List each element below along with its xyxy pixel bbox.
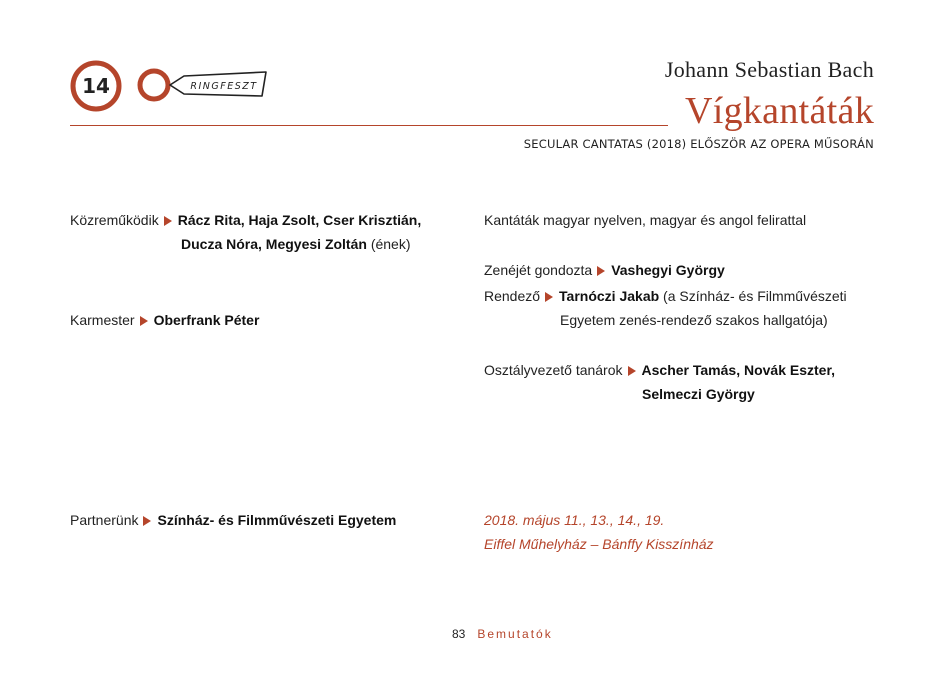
music-row [484, 258, 725, 282]
teachers-label: Osztályvezető tanárok [484, 362, 623, 378]
page-number: 83 [452, 627, 466, 641]
arrow-icon [140, 316, 148, 326]
performers-row [70, 208, 421, 232]
music-name: Vashegyi György [611, 262, 725, 278]
performance-venue: Eiffel Műhelyház – Bánffy Kisszínház [484, 536, 714, 552]
page-footer [452, 627, 553, 641]
section-name: Bemutatók [477, 627, 553, 641]
page-title: Vígkantáták [684, 90, 874, 132]
music-label: Zenéjét gondozta [484, 262, 593, 278]
arrow-icon [164, 216, 172, 226]
teachers-row [484, 358, 835, 382]
director-label: Rendező [484, 288, 541, 304]
performance-dates: 2018. május 11., 13., 14., 19. [484, 512, 665, 528]
conductor-label: Karmester [70, 312, 135, 328]
performers-names-line1: Rácz Rita, Haja Zsolt, Cser Krisztián, [177, 212, 422, 228]
ringfeszt-logo [136, 62, 268, 108]
conductor-row [70, 308, 259, 332]
partner-row [70, 508, 396, 532]
director-note-line2: Egyetem zenés-rendező szakos hallgatója) [560, 312, 828, 328]
conductor-name: Oberfrank Péter [153, 312, 260, 328]
teachers-names-line1: Ascher Tamás, Novák Eszter, [641, 362, 836, 378]
performers-row-2 [181, 232, 411, 256]
composer-name: Johann Sebastian Bach [664, 57, 874, 82]
director-name: Tarnóczi Jakab [559, 288, 660, 304]
performers-role: (ének) [366, 236, 411, 252]
arrow-icon [628, 366, 636, 376]
language-note: Kantáták magyar nyelven, magyar és angol felirattal [484, 212, 807, 228]
header-divider [70, 125, 668, 126]
page-subtitle: SECULAR CANTATAS (2018) ELŐSZÖR AZ OPERA MŰSORÁN [523, 137, 874, 151]
teachers-names-line2: Selmeczi György [642, 386, 755, 402]
arrow-icon [597, 266, 605, 276]
arrow-icon [143, 516, 151, 526]
logo-festival-text: RINGFESZT [190, 81, 258, 92]
teachers-row-2 [642, 382, 755, 406]
arrow-icon [545, 292, 553, 302]
performers-names-line2: Ducza Nóra, Megyesi Zoltán [181, 236, 367, 252]
festival-14-logo [70, 60, 122, 112]
director-row [484, 284, 847, 308]
director-note-line1: (a Színház- és Filmművészeti [659, 288, 847, 304]
logo-number: 14 [82, 74, 110, 98]
partner-label: Partnerünk [70, 512, 139, 528]
performers-label: Közreműködik [70, 212, 159, 228]
partner-name: Színház- és Filmművészeti Egyetem [157, 512, 397, 528]
